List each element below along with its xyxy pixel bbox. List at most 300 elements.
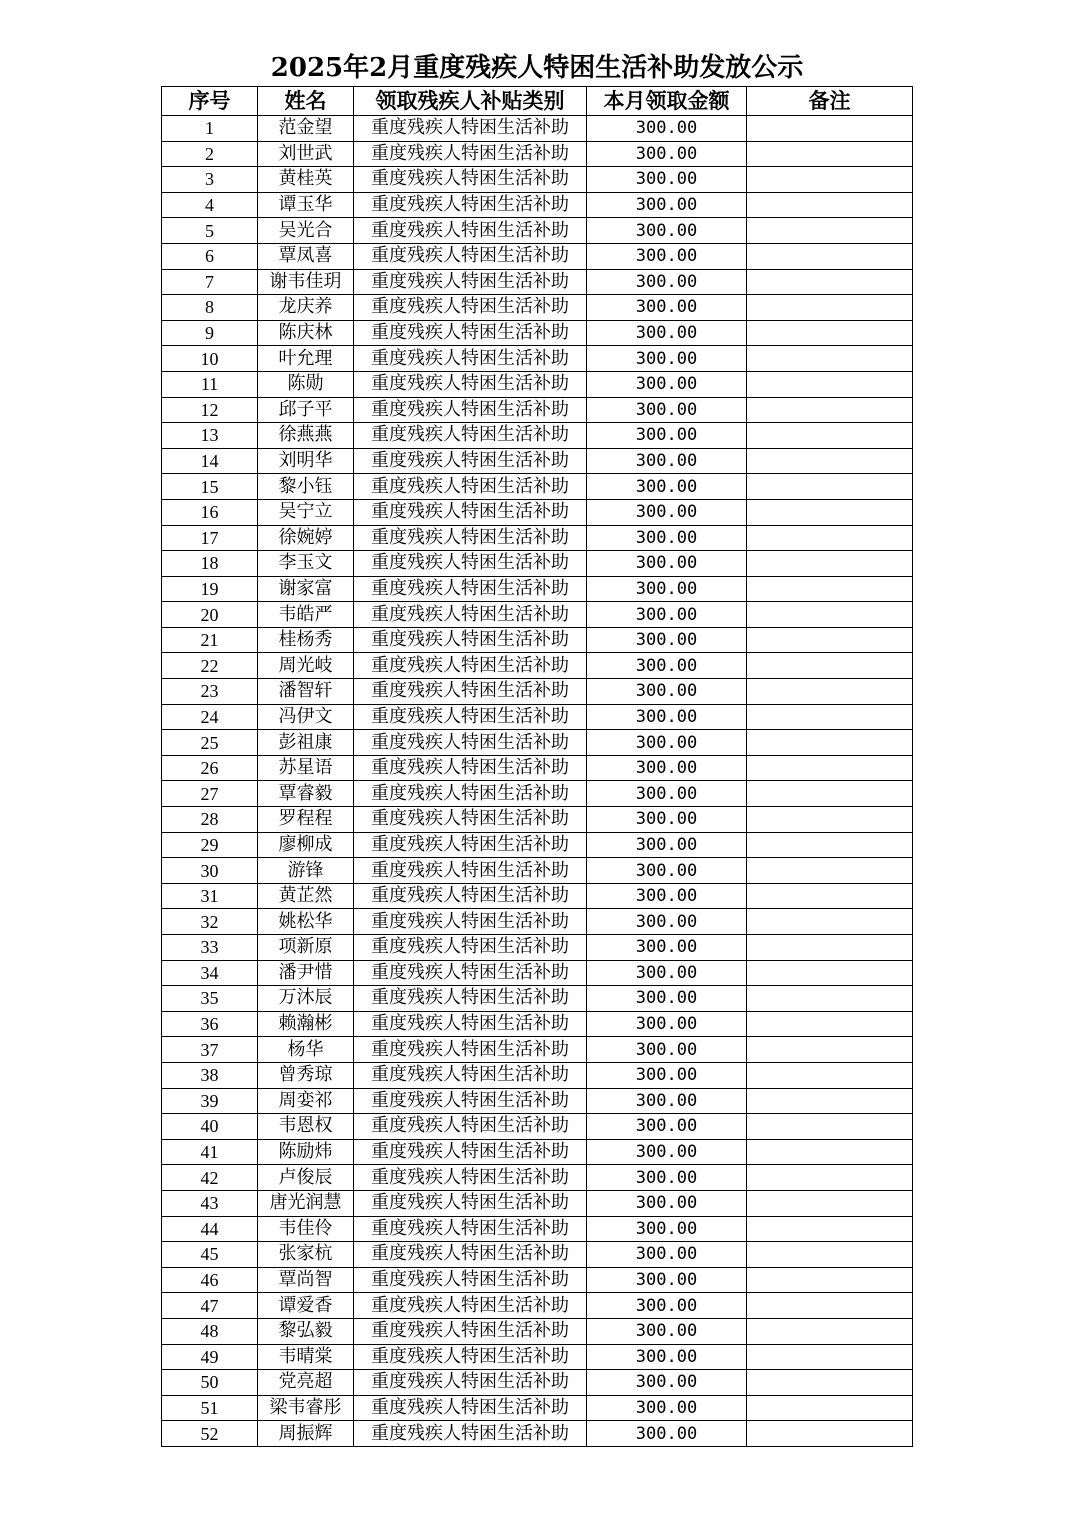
- category-cell: 重度残疾人特困生活补助: [354, 883, 587, 909]
- table-row: [162, 423, 913, 449]
- seq-cell: 2: [162, 141, 258, 167]
- table-row: [162, 474, 913, 500]
- name-cell: 邱子平: [258, 397, 354, 423]
- table-row: [162, 909, 913, 935]
- table-row: [162, 448, 913, 474]
- table-row: [162, 730, 913, 756]
- category-cell: 重度残疾人特困生活补助: [354, 474, 587, 500]
- category-cell: 重度残疾人特困生活补助: [354, 1037, 587, 1063]
- remark-cell: [747, 960, 913, 986]
- seq-cell: 17: [162, 525, 258, 551]
- remark-cell: [747, 679, 913, 705]
- remark-cell: [747, 1318, 913, 1344]
- amount-cell: 300.00: [587, 346, 747, 372]
- table-row: [162, 935, 913, 961]
- table-row: [162, 218, 913, 244]
- seq-cell: 18: [162, 551, 258, 577]
- remark-cell: [747, 1293, 913, 1319]
- seq-cell: 42: [162, 1165, 258, 1191]
- category-cell: 重度残疾人特困生活补助: [354, 1421, 587, 1447]
- category-cell: 重度残疾人特困生活补助: [354, 499, 587, 525]
- name-cell: 黎弘毅: [258, 1318, 354, 1344]
- seq-cell: 24: [162, 704, 258, 730]
- name-cell: 李玉文: [258, 551, 354, 577]
- seq-cell: 52: [162, 1421, 258, 1447]
- remark-cell: [747, 346, 913, 372]
- category-cell: 重度残疾人特困生活补助: [354, 243, 587, 269]
- name-cell: 潘智轩: [258, 679, 354, 705]
- seq-cell: 10: [162, 346, 258, 372]
- table-row: [162, 269, 913, 295]
- table-header-row: [162, 87, 913, 116]
- seq-cell: 28: [162, 807, 258, 833]
- category-cell: 重度残疾人特困生活补助: [354, 909, 587, 935]
- remark-cell: [747, 704, 913, 730]
- name-cell: 叶允理: [258, 346, 354, 372]
- name-cell: 刘世武: [258, 141, 354, 167]
- table-row: [162, 295, 913, 321]
- table-row: [162, 525, 913, 551]
- category-cell: 重度残疾人特困生活补助: [354, 320, 587, 346]
- table-row: [162, 1267, 913, 1293]
- name-cell: 韦恩权: [258, 1114, 354, 1140]
- seq-cell: 11: [162, 371, 258, 397]
- category-cell: 重度残疾人特困生活补助: [354, 807, 587, 833]
- remark-cell: [747, 371, 913, 397]
- category-cell: 重度残疾人特困生活补助: [354, 448, 587, 474]
- remark-cell: [747, 755, 913, 781]
- category-cell: 重度残疾人特困生活补助: [354, 1114, 587, 1140]
- category-cell: 重度残疾人特困生活补助: [354, 1267, 587, 1293]
- remark-cell: [747, 474, 913, 500]
- name-cell: 周振辉: [258, 1421, 354, 1447]
- name-cell: 唐光润慧: [258, 1190, 354, 1216]
- seq-cell: 34: [162, 960, 258, 986]
- remark-cell: [747, 909, 913, 935]
- seq-cell: 20: [162, 602, 258, 628]
- name-cell: 谭玉华: [258, 192, 354, 218]
- seq-cell: 38: [162, 1062, 258, 1088]
- table-row: [162, 679, 913, 705]
- table-row: [162, 320, 913, 346]
- amount-cell: 300.00: [587, 243, 747, 269]
- category-cell: 重度残疾人特困生活补助: [354, 1011, 587, 1037]
- category-cell: 重度残疾人特困生活补助: [354, 371, 587, 397]
- remark-cell: [747, 1242, 913, 1268]
- seq-cell: 35: [162, 986, 258, 1012]
- category-cell: 重度残疾人特困生活补助: [354, 627, 587, 653]
- table-row: [162, 704, 913, 730]
- category-cell: 重度残疾人特困生活补助: [354, 653, 587, 679]
- amount-cell: 300.00: [587, 192, 747, 218]
- amount-cell: 300.00: [587, 295, 747, 321]
- subsidy-table: [161, 86, 913, 1447]
- amount-cell: 300.00: [587, 1114, 747, 1140]
- category-cell: 重度残疾人特困生活补助: [354, 935, 587, 961]
- amount-cell: 300.00: [587, 448, 747, 474]
- category-cell: 重度残疾人特困生活补助: [354, 116, 587, 142]
- category-cell: 重度残疾人特困生活补助: [354, 218, 587, 244]
- amount-cell: 300.00: [587, 1318, 747, 1344]
- seq-cell: 32: [162, 909, 258, 935]
- table-row: [162, 1370, 913, 1396]
- name-cell: 黄桂英: [258, 167, 354, 193]
- table-row: [162, 602, 913, 628]
- name-cell: 覃尚智: [258, 1267, 354, 1293]
- amount-cell: 300.00: [587, 320, 747, 346]
- remark-cell: [747, 935, 913, 961]
- name-cell: 吴光合: [258, 218, 354, 244]
- remark-cell: [747, 499, 913, 525]
- category-cell: 重度残疾人特困生活补助: [354, 832, 587, 858]
- name-cell: 周光岐: [258, 653, 354, 679]
- header-category: 领取残疾人补贴类别: [354, 87, 587, 116]
- remark-cell: [747, 1165, 913, 1191]
- seq-cell: 27: [162, 781, 258, 807]
- page-title: 2025年2月重度残疾人特困生活补助发放公示: [270, 53, 804, 83]
- remark-cell: [747, 730, 913, 756]
- remark-cell: [747, 602, 913, 628]
- table-row: [162, 1395, 913, 1421]
- table-row: [162, 1139, 913, 1165]
- amount-cell: 300.00: [587, 167, 747, 193]
- amount-cell: 300.00: [587, 1011, 747, 1037]
- name-cell: 梁韦睿彤: [258, 1395, 354, 1421]
- seq-cell: 33: [162, 935, 258, 961]
- amount-cell: 300.00: [587, 755, 747, 781]
- table-row: [162, 551, 913, 577]
- name-cell: 周娈祁: [258, 1088, 354, 1114]
- amount-cell: 300.00: [587, 141, 747, 167]
- remark-cell: [747, 167, 913, 193]
- amount-cell: 300.00: [587, 1165, 747, 1191]
- name-cell: 覃睿毅: [258, 781, 354, 807]
- seq-cell: 36: [162, 1011, 258, 1037]
- remark-cell: [747, 576, 913, 602]
- remark-cell: [747, 116, 913, 142]
- remark-cell: [747, 1216, 913, 1242]
- amount-cell: 300.00: [587, 935, 747, 961]
- name-cell: 龙庆养: [258, 295, 354, 321]
- amount-cell: 300.00: [587, 1421, 747, 1447]
- seq-cell: 40: [162, 1114, 258, 1140]
- seq-cell: 23: [162, 679, 258, 705]
- remark-cell: [747, 320, 913, 346]
- category-cell: 重度残疾人特困生活补助: [354, 1088, 587, 1114]
- amount-cell: 300.00: [587, 269, 747, 295]
- remark-cell: [747, 986, 913, 1012]
- amount-cell: 300.00: [587, 1190, 747, 1216]
- category-cell: 重度残疾人特困生活补助: [354, 602, 587, 628]
- category-cell: 重度残疾人特困生活补助: [354, 423, 587, 449]
- table-row: [162, 1344, 913, 1370]
- remark-cell: [747, 627, 913, 653]
- amount-cell: 300.00: [587, 1139, 747, 1165]
- category-cell: 重度残疾人特困生活补助: [354, 1165, 587, 1191]
- remark-cell: [747, 243, 913, 269]
- name-cell: 陈励炜: [258, 1139, 354, 1165]
- category-cell: 重度残疾人特困生活补助: [354, 551, 587, 577]
- name-cell: 苏星语: [258, 755, 354, 781]
- category-cell: 重度残疾人特困生活补助: [354, 1242, 587, 1268]
- amount-cell: 300.00: [587, 576, 747, 602]
- category-cell: 重度残疾人特困生活补助: [354, 269, 587, 295]
- category-cell: 重度残疾人特困生活补助: [354, 730, 587, 756]
- amount-cell: 300.00: [587, 116, 747, 142]
- name-cell: 覃凤喜: [258, 243, 354, 269]
- name-cell: 罗程程: [258, 807, 354, 833]
- header-amount: 本月领取金额: [587, 87, 747, 116]
- category-cell: 重度残疾人特困生活补助: [354, 525, 587, 551]
- seq-cell: 21: [162, 627, 258, 653]
- table-row: [162, 832, 913, 858]
- remark-cell: [747, 1088, 913, 1114]
- table-row: [162, 781, 913, 807]
- name-cell: 黎小钰: [258, 474, 354, 500]
- table-row: [162, 192, 913, 218]
- name-cell: 谭爱香: [258, 1293, 354, 1319]
- header-name: 姓名: [258, 87, 354, 116]
- remark-cell: [747, 1395, 913, 1421]
- amount-cell: 300.00: [587, 832, 747, 858]
- table-row: [162, 243, 913, 269]
- amount-cell: 300.00: [587, 551, 747, 577]
- remark-cell: [747, 1190, 913, 1216]
- table-row: [162, 346, 913, 372]
- table-row: [162, 1011, 913, 1037]
- amount-cell: 300.00: [587, 1216, 747, 1242]
- category-cell: 重度残疾人特困生活补助: [354, 704, 587, 730]
- amount-cell: 300.00: [587, 1062, 747, 1088]
- seq-cell: 15: [162, 474, 258, 500]
- table-row: [162, 1190, 913, 1216]
- remark-cell: [747, 423, 913, 449]
- name-cell: 吴宁立: [258, 499, 354, 525]
- amount-cell: 300.00: [587, 1370, 747, 1396]
- name-cell: 姚松华: [258, 909, 354, 935]
- seq-cell: 7: [162, 269, 258, 295]
- amount-cell: 300.00: [587, 1242, 747, 1268]
- remark-cell: [747, 1370, 913, 1396]
- category-cell: 重度残疾人特困生活补助: [354, 1395, 587, 1421]
- name-cell: 韦皓严: [258, 602, 354, 628]
- name-cell: 曾秀琼: [258, 1062, 354, 1088]
- amount-cell: 300.00: [587, 1267, 747, 1293]
- seq-cell: 48: [162, 1318, 258, 1344]
- name-cell: 桂杨秀: [258, 627, 354, 653]
- amount-cell: 300.00: [587, 653, 747, 679]
- category-cell: 重度残疾人特困生活补助: [354, 192, 587, 218]
- table-row: [162, 883, 913, 909]
- seq-cell: 5: [162, 218, 258, 244]
- category-cell: 重度残疾人特困生活补助: [354, 576, 587, 602]
- seq-cell: 3: [162, 167, 258, 193]
- seq-cell: 26: [162, 755, 258, 781]
- category-cell: 重度残疾人特困生活补助: [354, 1370, 587, 1396]
- seq-cell: 4: [162, 192, 258, 218]
- remark-cell: [747, 653, 913, 679]
- seq-cell: 12: [162, 397, 258, 423]
- table-row: [162, 1421, 913, 1447]
- category-cell: 重度残疾人特困生活补助: [354, 960, 587, 986]
- remark-cell: [747, 858, 913, 884]
- table-row: [162, 1088, 913, 1114]
- table-row: [162, 576, 913, 602]
- category-cell: 重度残疾人特困生活补助: [354, 397, 587, 423]
- seq-cell: 1: [162, 116, 258, 142]
- remark-cell: [747, 1421, 913, 1447]
- table-row: [162, 1165, 913, 1191]
- remark-cell: [747, 525, 913, 551]
- table-row: [162, 1062, 913, 1088]
- table-row: [162, 755, 913, 781]
- amount-cell: 300.00: [587, 781, 747, 807]
- category-cell: 重度残疾人特困生活补助: [354, 679, 587, 705]
- remark-cell: [747, 781, 913, 807]
- seq-cell: 49: [162, 1344, 258, 1370]
- category-cell: 重度残疾人特困生活补助: [354, 346, 587, 372]
- name-cell: 谢韦佳玥: [258, 269, 354, 295]
- amount-cell: 300.00: [587, 218, 747, 244]
- category-cell: 重度残疾人特困生活补助: [354, 295, 587, 321]
- table-row: [162, 499, 913, 525]
- category-cell: 重度残疾人特困生活补助: [354, 141, 587, 167]
- remark-cell: [747, 1114, 913, 1140]
- remark-cell: [747, 1267, 913, 1293]
- remark-cell: [747, 141, 913, 167]
- amount-cell: 300.00: [587, 730, 747, 756]
- table-body: [162, 116, 913, 1447]
- remark-cell: [747, 1011, 913, 1037]
- seq-cell: 43: [162, 1190, 258, 1216]
- category-cell: 重度残疾人特困生活补助: [354, 1318, 587, 1344]
- remark-cell: [747, 448, 913, 474]
- seq-cell: 19: [162, 576, 258, 602]
- name-cell: 韦晴棠: [258, 1344, 354, 1370]
- name-cell: 徐婉婷: [258, 525, 354, 551]
- seq-cell: 31: [162, 883, 258, 909]
- remark-cell: [747, 1344, 913, 1370]
- name-cell: 党亮超: [258, 1370, 354, 1396]
- amount-cell: 300.00: [587, 371, 747, 397]
- name-cell: 韦佳伶: [258, 1216, 354, 1242]
- seq-cell: 29: [162, 832, 258, 858]
- seq-cell: 39: [162, 1088, 258, 1114]
- seq-cell: 51: [162, 1395, 258, 1421]
- name-cell: 陈勋: [258, 371, 354, 397]
- table-row: [162, 1114, 913, 1140]
- amount-cell: 300.00: [587, 909, 747, 935]
- amount-cell: 300.00: [587, 1293, 747, 1319]
- remark-cell: [747, 1139, 913, 1165]
- name-cell: 陈庆林: [258, 320, 354, 346]
- table-row: [162, 397, 913, 423]
- amount-cell: 300.00: [587, 627, 747, 653]
- seq-cell: 25: [162, 730, 258, 756]
- seq-cell: 16: [162, 499, 258, 525]
- seq-cell: 13: [162, 423, 258, 449]
- amount-cell: 300.00: [587, 499, 747, 525]
- category-cell: 重度残疾人特困生活补助: [354, 1216, 587, 1242]
- category-cell: 重度残疾人特困生活补助: [354, 986, 587, 1012]
- remark-cell: [747, 1037, 913, 1063]
- name-cell: 彭祖康: [258, 730, 354, 756]
- table-row: [162, 986, 913, 1012]
- name-cell: 徐燕燕: [258, 423, 354, 449]
- table-row: [162, 1037, 913, 1063]
- seq-cell: 9: [162, 320, 258, 346]
- category-cell: 重度残疾人特困生活补助: [354, 858, 587, 884]
- name-cell: 黄芷然: [258, 883, 354, 909]
- amount-cell: 300.00: [587, 1395, 747, 1421]
- table-row: [162, 141, 913, 167]
- remark-cell: [747, 807, 913, 833]
- seq-cell: 8: [162, 295, 258, 321]
- header-seq: 序号: [162, 87, 258, 116]
- amount-cell: 300.00: [587, 1344, 747, 1370]
- name-cell: 杨华: [258, 1037, 354, 1063]
- amount-cell: 300.00: [587, 704, 747, 730]
- amount-cell: 300.00: [587, 960, 747, 986]
- name-cell: 刘明华: [258, 448, 354, 474]
- name-cell: 赖瀚彬: [258, 1011, 354, 1037]
- amount-cell: 300.00: [587, 807, 747, 833]
- seq-cell: 22: [162, 653, 258, 679]
- category-cell: 重度残疾人特困生活补助: [354, 1344, 587, 1370]
- table-row: [162, 371, 913, 397]
- seq-cell: 46: [162, 1267, 258, 1293]
- category-cell: 重度残疾人特困生活补助: [354, 781, 587, 807]
- seq-cell: 6: [162, 243, 258, 269]
- table-row: [162, 167, 913, 193]
- remark-cell: [747, 551, 913, 577]
- remark-cell: [747, 1062, 913, 1088]
- remark-cell: [747, 883, 913, 909]
- category-cell: 重度残疾人特困生活补助: [354, 1062, 587, 1088]
- amount-cell: 300.00: [587, 474, 747, 500]
- amount-cell: 300.00: [587, 679, 747, 705]
- name-cell: 游锋: [258, 858, 354, 884]
- name-cell: 万沐辰: [258, 986, 354, 1012]
- remark-cell: [747, 295, 913, 321]
- category-cell: 重度残疾人特困生活补助: [354, 1190, 587, 1216]
- amount-cell: 300.00: [587, 602, 747, 628]
- name-cell: 廖柳成: [258, 832, 354, 858]
- seq-cell: 37: [162, 1037, 258, 1063]
- remark-cell: [747, 218, 913, 244]
- seq-cell: 44: [162, 1216, 258, 1242]
- category-cell: 重度残疾人特困生活补助: [354, 1293, 587, 1319]
- amount-cell: 300.00: [587, 1037, 747, 1063]
- remark-cell: [747, 832, 913, 858]
- name-cell: 范金望: [258, 116, 354, 142]
- seq-cell: 14: [162, 448, 258, 474]
- table-row: [162, 858, 913, 884]
- table-row: [162, 1318, 913, 1344]
- seq-cell: 41: [162, 1139, 258, 1165]
- remark-cell: [747, 269, 913, 295]
- seq-cell: 45: [162, 1242, 258, 1268]
- amount-cell: 300.00: [587, 858, 747, 884]
- seq-cell: 50: [162, 1370, 258, 1396]
- category-cell: 重度残疾人特困生活补助: [354, 167, 587, 193]
- amount-cell: 300.00: [587, 423, 747, 449]
- table-row: [162, 653, 913, 679]
- name-cell: 项新原: [258, 935, 354, 961]
- name-cell: 卢俊辰: [258, 1165, 354, 1191]
- amount-cell: 300.00: [587, 986, 747, 1012]
- seq-cell: 30: [162, 858, 258, 884]
